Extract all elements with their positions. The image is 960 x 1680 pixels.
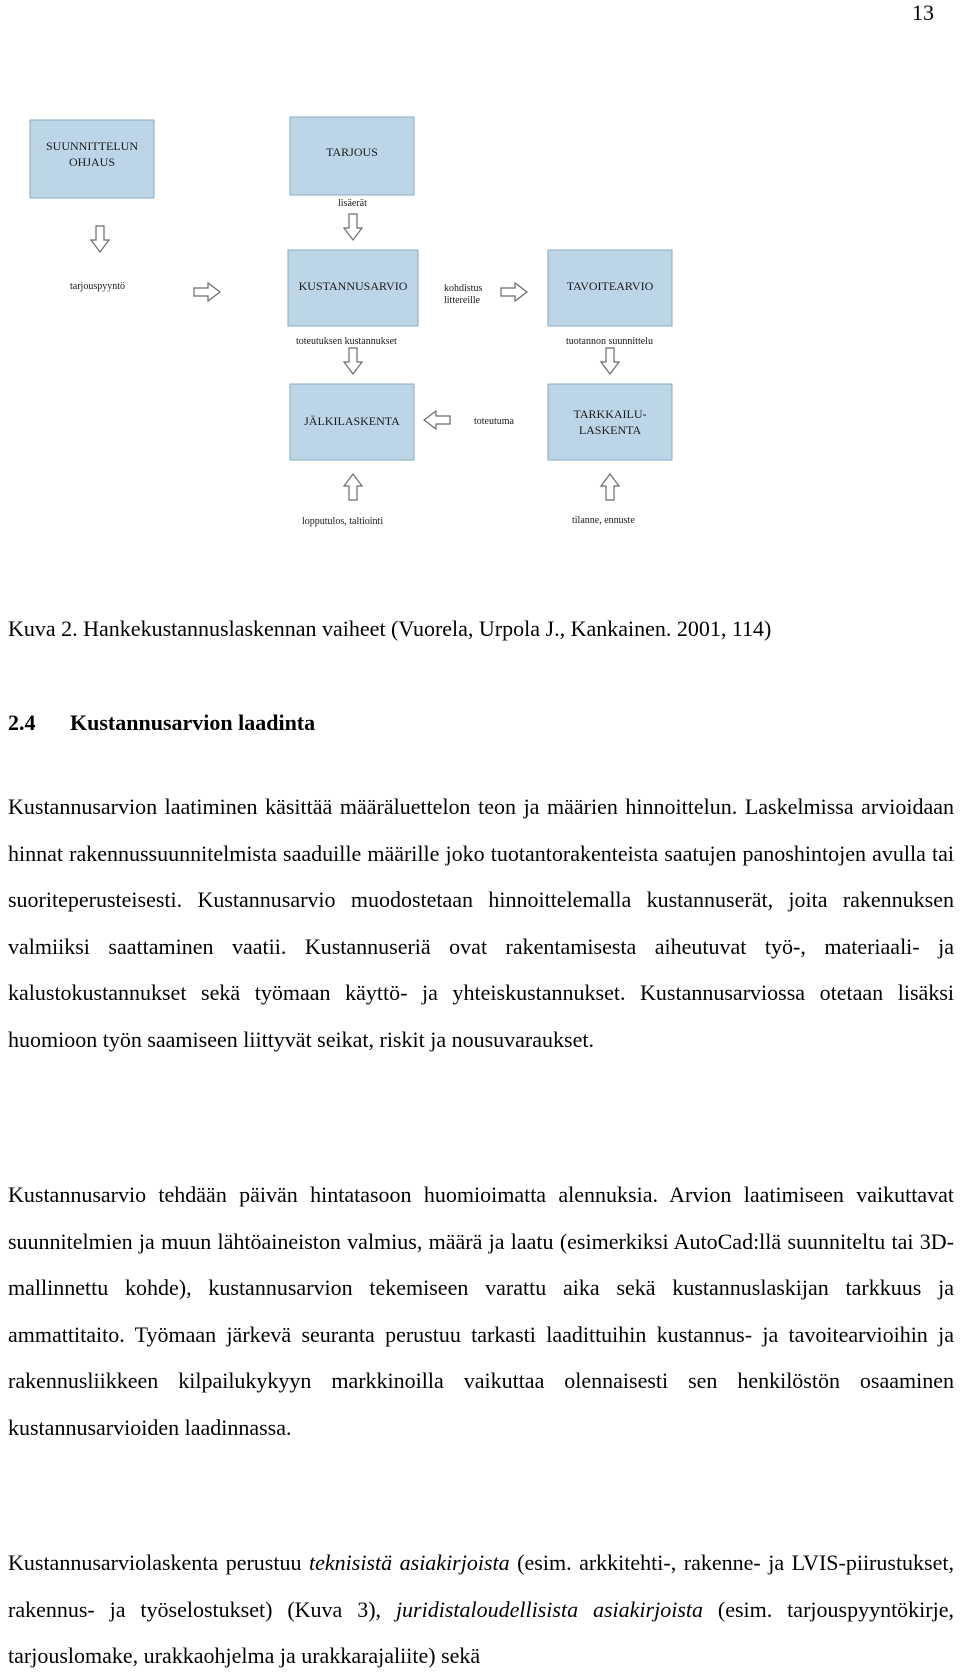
arrow-down-icon (344, 348, 362, 374)
box-jalkilaskenta (290, 384, 414, 460)
section-heading (8, 710, 315, 736)
box-label: KUSTANNUSARVIO (298, 279, 408, 293)
box-label: JÄLKILASKENTA (304, 414, 400, 428)
box-tarkkailulaskenta (548, 384, 672, 460)
paragraph-text: (esim. tarjouspyyntökirje, tarjouslomake, urakkaohjelma ja urakkarajaliite) sekä (8, 1596, 954, 1668)
paragraph-text: (esim. arkkitehti-, rakenne- ja LVIS-piirustukset, rakennus- ja työselostukset) (Kuva 3), (8, 1550, 954, 1622)
box-suunnittelun-ohjaus (30, 120, 154, 198)
paragraph (8, 1540, 954, 1680)
arrow-down-icon (601, 348, 619, 374)
label-lopputulos: lopputulos, taltiointi (302, 516, 384, 527)
paragraph-emphasis: juridistaloudellisista asiakirjoista (395, 1596, 703, 1622)
label-tarjouspyynto: tarjouspyyntö (70, 281, 125, 292)
box-kustannusarvio (288, 250, 418, 326)
box-tavoitearvio (548, 250, 672, 326)
arrow-up-icon (344, 474, 362, 500)
arrow-right-icon (501, 283, 527, 301)
label-tilanne: tilanne, ennuste (572, 515, 635, 526)
box-label: TAVOITEARVIO (566, 279, 654, 293)
box-label: LASKENTA (578, 423, 642, 437)
figure-caption: Kuva 2. Hankekustannuslaskennan vaiheet (Vuorela, Urpola J., Kankainen. 2001, 114) (8, 616, 772, 641)
arrow-down-icon (344, 214, 362, 240)
box-label: TARJOUS (326, 145, 378, 159)
page-number: 13 (912, 0, 934, 25)
paragraph-text: Kustannusarviolaskenta perustuu (8, 1550, 309, 1575)
label-lisaerat: lisäerät (338, 198, 367, 209)
section-number: 2.4 (8, 710, 36, 735)
arrow-up-icon (601, 474, 619, 500)
arrow-down-icon (91, 226, 109, 252)
box-label: OHJAUS (68, 155, 116, 169)
paragraph: Kustannusarvio tehdään päivän hintatasoon huomioimatta alennuksia. Arvion laatimiseen vaikuttavat suunnitelmien ja muun lähtöaineiston valmius, määrä ja laatu (esimerkiksi AutoCad:llä suunniteltu tai 3D-mallinnettu kohde), kustannusarvion tekemiseen varattu aika sekä kustannuslaskijan tarkkuus ja ammattitaito. Työmaan järkevä seuranta perustuu tarkasti laadittuihin kustannus- ja tavoitearvioihin ja rakennusliikkeen kilpailukykyyn markkinoilla vaikuttaa olennaisesti sen henkilöstön osaaminen kustannusarvioiden laadinnassa. (8, 1182, 954, 1440)
label-toteutuma: toteutuma (474, 416, 514, 427)
section-title: Kustannusarvion laadinta (70, 710, 316, 735)
label-kohdistus: littereille (444, 295, 481, 306)
box-label: TARKKAILU- (573, 407, 647, 421)
paragraph-emphasis: teknisistä asiakirjoista (309, 1550, 510, 1575)
label-tuotannon-suunnittelu: tuotannon suunnittelu (566, 336, 653, 347)
cost-calculation-phases-diagram (0, 0, 960, 580)
label-kohdistus: kohdistus (444, 283, 483, 294)
box-tarjous (290, 117, 414, 195)
box-label: SUUNNITTELUN (46, 139, 138, 153)
label-toteutuksen-kustannukset: toteutuksen kustannukset (296, 336, 397, 347)
paragraph: Kustannusarvion laatiminen käsittää määräluettelon teon ja määrien hinnoittelun. Laskelmissa arvioidaan hinnat rakennussuunnitelmista saaduille määrille joko tuotantorakenteista saatujen panoshintojen avulla tai suoriteperusteisesti. Kustannusarvio muodostetaan hinnoittelemalla kustannuserät, joita rakennuksen valmiiksi saattaminen vaatii. Kustannuseriä ovat rakentamisesta aiheutuvat työ-, materiaali- ja kalustokustannukset sekä työmaan käyttö- ja yhteiskustannukset. Kustannusarviossa otetaan lisäksi huomioon työn saamiseen liittyvät seikat, riskit ja nousuvaraukset. (8, 794, 954, 1052)
arrow-left-icon (424, 411, 450, 429)
arrow-right-icon (194, 283, 220, 301)
